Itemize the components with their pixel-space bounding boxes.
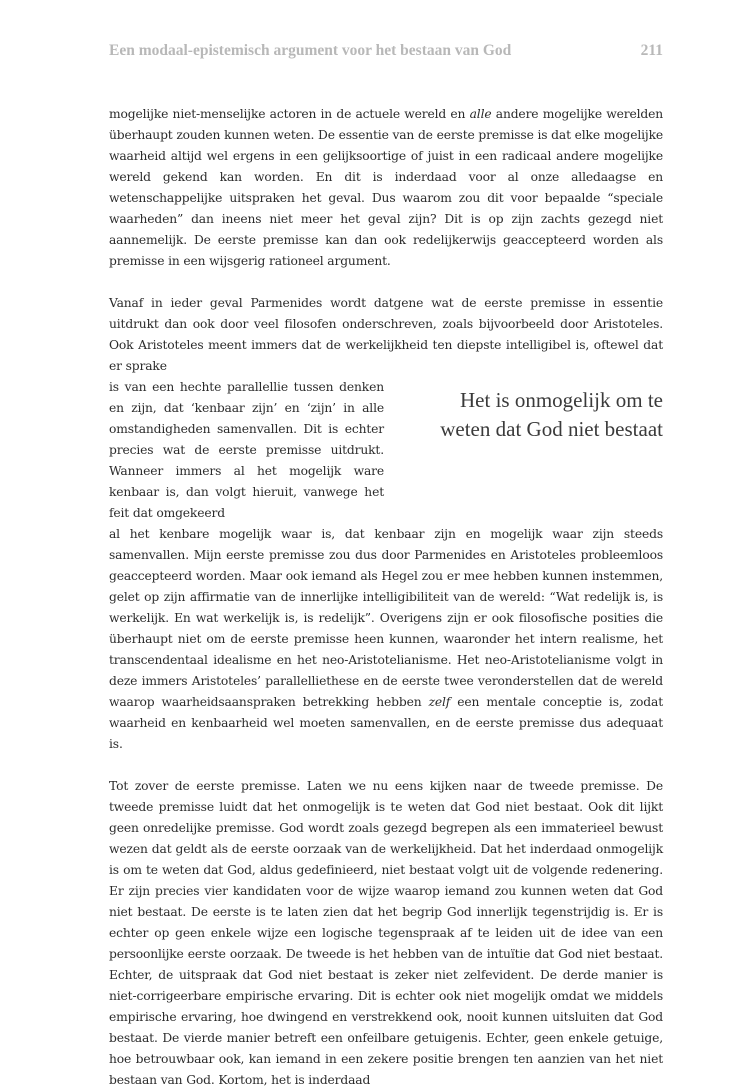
running-title: Een modaal-epistemisch argument voor het bestaan van God [109, 42, 512, 59]
paragraph-1-text-b: andere mogelijke werelden überhaupt zouden kunnen weten. De essentie van de eerste premisse is dat elke mogelijke waarheid altijd wel ergens in een gelijksoortige of juist in een radicaal andere mogelijke wereld gekend kan worden. En dit is inderdaad voor al onze alledaagse en wetenschappelijke uitspraken het geval. Dus waarom zou dit voor bepaalde “speciale waarheden” dan ineens niet meer het geval zijn? Dit is op zijn zachts gezegd niet aannemelijk. De eerste premisse kan dan ook redelijkerwijs geaccepteerd worden als premisse in een wijsgerig rationeel argument. [109, 107, 664, 268]
paragraph-2-beside-quote: is van een hechte parallellie tussen denken en zijn, dat ‘kenbaar zijn’ en ‘zijn’ in alle omstandigheden samenvallen. Dit is echter precies wat de eerste premisse uitdrukt. Wanneer immers al het mogelijk ware kenbaar is, dan volgt hieruit, vanwege het feit dat omgekeerd [109, 380, 384, 520]
paragraph-2-text-a: al het kenbare mogelijk waar is, dat kenbaar zijn en mogelijk waar zijn steeds samenvallen. Mijn eerste premisse zou dus door Parmenides en Aristoteles probleemloos geaccepteerd worden. Maar ook iemand als Hegel zou er mee hebben kunnen instemmen, gelet op zijn affirmatie van de innerlijke intelligibiliteit van de wereld: “Wat redelijk is, is werkelijk. En wat werkelijk is, is redelijk”. Overigens zijn er ook filosofische posities die überhaupt niet om de eerste premisse heen kunnen, waaronder het intern realisme, het transcendentaal idealisme en het neo-Aristotelianisme. Het neo-Aristotelianisme volgt in deze immers Aristoteles’ parallelliethese en de eerste twee veronderstellen dat de wereld waarop waarheidsaanspraken betrekking hebben [109, 527, 663, 709]
emphasis-zelf: zelf [428, 695, 451, 709]
paragraph-2-top: Vanaf in ieder geval Parmenides wordt datgene wat de eerste premisse in essentie uitdrukt dan ook door veel filosofen onderschreven, zoals bijvoorbeeld door Aristoteles. Ook Aristoteles meent immers dat de werkelijkheid ten diepste intelligibel is, oftewel dat er sprake [109, 296, 663, 373]
running-header [109, 42, 663, 62]
pull-quote: Het is onmogelijk om te weten dat God niet bestaat [440, 388, 663, 441]
body-text [109, 104, 663, 1091]
paragraph-1-text-a: mogelijke niet-menselijke actoren in de actuele wereld en [109, 107, 470, 121]
page-number: 211 [640, 42, 663, 59]
paragraph-2-text-b: een mentale conceptie is, zodat waarheid en kenbaarheid wel moeten samenvallen, en de eerste premisse dus adequaat is. [109, 695, 663, 751]
emphasis-alle: alle [469, 107, 492, 121]
paragraph-1 [109, 104, 663, 272]
paragraph-2 [109, 524, 663, 755]
paragraph-3: Tot zover de eerste premisse. Laten we nu eens kijken naar de tweede premisse. De tweede premisse luidt dat het onmogelijk is te weten dat God niet bestaat. Ook dit lijkt geen onredelijke premisse. God wordt zoals gezegd begrepen als een immaterieel bewust wezen dat geldt als de eerste oorzaak van de werkelijkheid. Dat het inderdaad onmogelijk is om te weten dat God, aldus gedefinieerd, niet bestaat volgt uit de volgende redenering. Er zijn precies vier kandidaten voor de wijze waarop iemand zou kunnen weten dat God niet bestaat. De eerste is te laten zien dat het begrip God innerlijk tegenstrijdig is. Er is echter op geen enkele wijze een logische tegenspraak af te leiden uit de idee van een persoonlijke eerste oorzaak. De tweede is het hebben van de intuïtie dat God niet bestaat. Echter, de uitspraak dat God niet bestaat is zeker niet zelfevident. De derde manier is niet-corrigeerbare empirische ervaring. Dit is echter ook niet mogelijk omdat we middels empirische ervaring, hoe dwingend en verstrekkend ook, nooit kunnen uitsluiten dat God bestaat. De vierde manier betreft een onfeilbare getuigenis. Echter, geen enkele getuige, hoe betrouwbaar ook, kan iemand in een zekere positie brengen ten aanzien van het niet bestaan van God. Kortom, het is inderdaad [109, 779, 663, 1087]
